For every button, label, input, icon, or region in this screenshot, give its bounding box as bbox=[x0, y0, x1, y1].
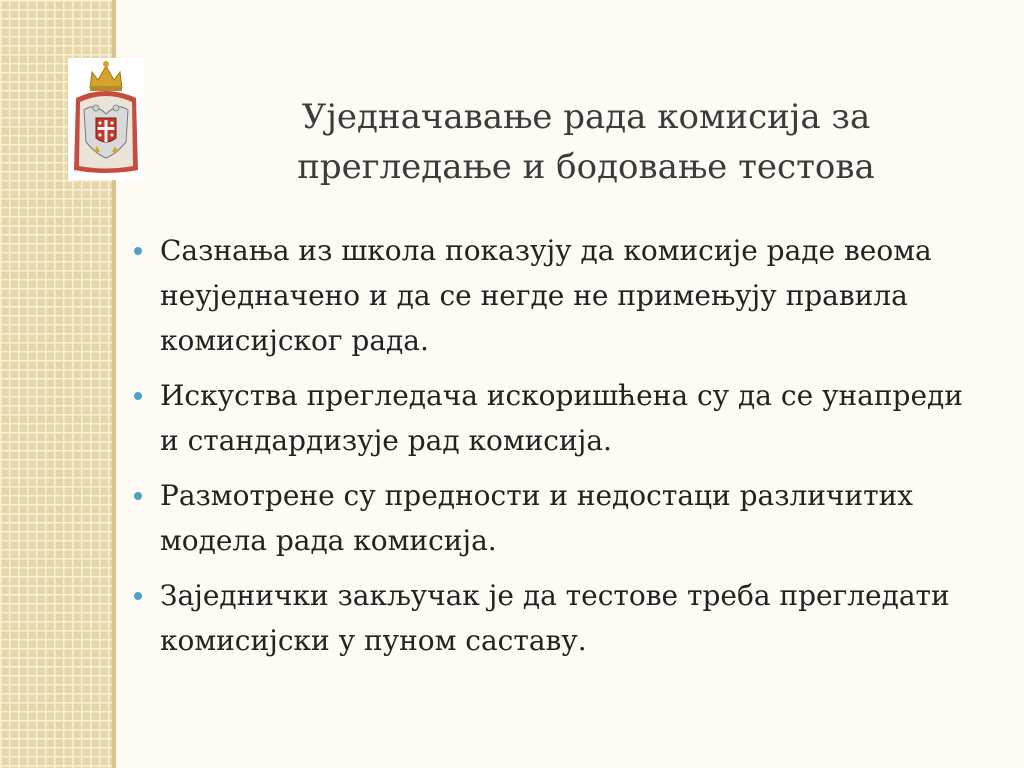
bullet-dot-icon bbox=[134, 247, 142, 255]
bullet-item bbox=[134, 473, 974, 563]
bullet-text: Размотрене су предности и недостаци различитих модела рада комисија. bbox=[160, 479, 914, 557]
bullet-dot-icon bbox=[134, 592, 142, 600]
coat-of-arms-icon bbox=[68, 58, 144, 180]
bullet-text: Искуства прегледача искоришћена су да се унапреди и стандардизује рад комисија. bbox=[160, 379, 963, 457]
bullet-list bbox=[134, 228, 974, 673]
slide-title: Уједначавање рада комисија за прегледање и бодовање тестова bbox=[297, 97, 875, 187]
bullet-item bbox=[134, 373, 974, 463]
bullet-dot-icon bbox=[134, 492, 142, 500]
bullet-dot-icon bbox=[134, 392, 142, 400]
bullet-item bbox=[134, 573, 974, 663]
bullet-text: Заједнички закључак је да тестове треба прегледати комисијски у пуном саставу. bbox=[160, 579, 950, 657]
bullet-text: Сазнања из школа показују да комисије раде веома неуједначено и да се негде не примењују правила комисијског рада. bbox=[160, 234, 932, 357]
bullet-item bbox=[134, 228, 974, 363]
